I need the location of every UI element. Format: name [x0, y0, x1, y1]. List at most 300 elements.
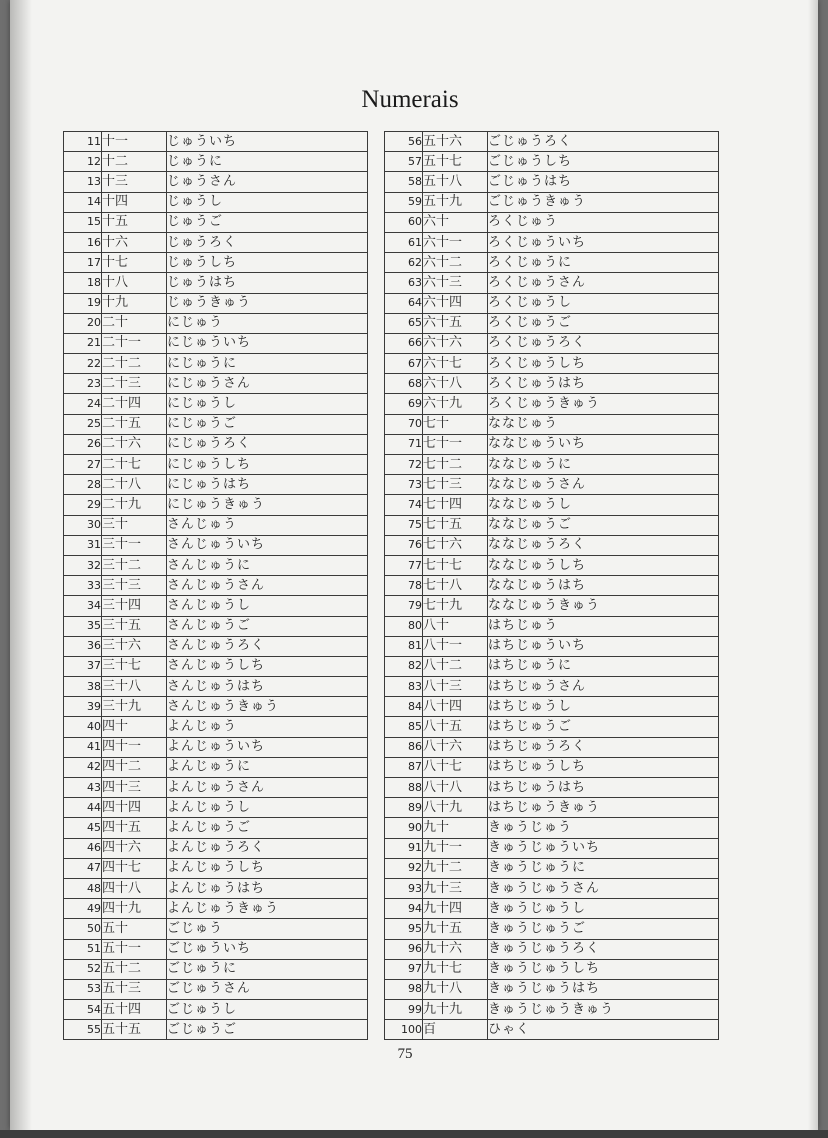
page-number: 75 [397, 1046, 413, 1062]
numeral-reading: よんじゅうきゅう [167, 899, 368, 919]
numeral-arabic: 23 [64, 374, 102, 394]
binding-shadow [10, 0, 32, 1130]
numeral-reading: さんじゅうしち [167, 656, 368, 676]
numeral-reading: ろくじゅう [488, 212, 719, 232]
numeral-arabic: 50 [64, 919, 102, 939]
numeral-row [64, 132, 368, 152]
numeral-kanji: 十四 [102, 192, 167, 212]
numeral-reading: にじゅうし [167, 394, 368, 414]
page-edge-shadow [808, 0, 818, 1130]
numeral-row [64, 878, 368, 898]
numeral-row [385, 737, 719, 757]
numeral-row [385, 1000, 719, 1020]
numeral-row [64, 818, 368, 838]
numeral-arabic: 69 [385, 394, 423, 414]
numeral-arabic: 31 [64, 535, 102, 555]
numeral-arabic: 99 [385, 1000, 423, 1020]
numeral-kanji: 七十三 [423, 475, 488, 495]
numeral-row [64, 576, 368, 596]
numeral-arabic: 73 [385, 475, 423, 495]
numeral-row [64, 858, 368, 878]
numeral-reading: ろくじゅういち [488, 232, 719, 252]
numeral-row [64, 535, 368, 555]
numeral-row [385, 475, 719, 495]
numeral-reading: はちじゅうしち [488, 757, 719, 777]
numeral-kanji: 三十七 [102, 656, 167, 676]
numeral-kanji: 九十 [423, 818, 488, 838]
numeral-kanji: 二十八 [102, 475, 167, 495]
numeral-row [385, 818, 719, 838]
numeral-reading: はちじゅうろく [488, 737, 719, 757]
numeral-reading: にじゅうきゅう [167, 495, 368, 515]
numeral-row [385, 899, 719, 919]
numeral-reading: ななじゅうご [488, 515, 719, 535]
numeral-arabic: 20 [64, 313, 102, 333]
numeral-row [385, 838, 719, 858]
numeral-reading: ろくじゅうしち [488, 354, 719, 374]
numeral-reading: にじゅうさん [167, 374, 368, 394]
numeral-reading: にじゅう [167, 313, 368, 333]
numeral-row [64, 1020, 368, 1040]
numeral-row [64, 677, 368, 697]
numeral-reading: よんじゅうしち [167, 858, 368, 878]
numeral-reading: きゅうじゅう [488, 818, 719, 838]
numeral-row [64, 414, 368, 434]
numeral-kanji: 三十九 [102, 697, 167, 717]
numeral-reading: よんじゅういち [167, 737, 368, 757]
numeral-reading: じゅうきゅう [167, 293, 368, 313]
numeral-kanji: 十八 [102, 273, 167, 293]
numeral-row [64, 778, 368, 798]
numeral-kanji: 六十一 [423, 232, 488, 252]
numeral-row [64, 313, 368, 333]
numeral-kanji: 十五 [102, 212, 167, 232]
numeral-reading: はちじゅうし [488, 697, 719, 717]
numeral-row [385, 959, 719, 979]
numeral-row [64, 798, 368, 818]
numeral-row [385, 697, 719, 717]
numeral-arabic: 15 [64, 212, 102, 232]
numeral-row [385, 656, 719, 676]
numeral-arabic: 68 [385, 374, 423, 394]
numeral-reading: にじゅうはち [167, 475, 368, 495]
numeral-kanji: 九十六 [423, 939, 488, 959]
numeral-reading: ななじゅうさん [488, 475, 719, 495]
numeral-arabic: 100 [385, 1020, 423, 1040]
numeral-row [64, 515, 368, 535]
numeral-kanji: 四十八 [102, 878, 167, 898]
numeral-row [385, 677, 719, 697]
numeral-kanji: 八十三 [423, 677, 488, 697]
numeral-row [385, 152, 719, 172]
numeral-kanji: 九十四 [423, 899, 488, 919]
numeral-row [64, 455, 368, 475]
numeral-arabic: 91 [385, 838, 423, 858]
numeral-reading: ななじゅうはち [488, 576, 719, 596]
numeral-row [64, 212, 368, 232]
numeral-kanji: 二十五 [102, 414, 167, 434]
numeral-row [385, 333, 719, 353]
numeral-row [385, 434, 719, 454]
numeral-arabic: 38 [64, 677, 102, 697]
numeral-arabic: 16 [64, 232, 102, 252]
numeral-kanji: 七十八 [423, 576, 488, 596]
numeral-kanji: 四十 [102, 717, 167, 737]
numeral-kanji: 五十四 [102, 1000, 167, 1020]
numeral-kanji: 八十一 [423, 636, 488, 656]
numeral-reading: にじゅういち [167, 333, 368, 353]
numeral-arabic: 51 [64, 939, 102, 959]
numeral-kanji: 六十 [423, 212, 488, 232]
numerals-table-left [63, 131, 368, 1040]
numeral-kanji: 十九 [102, 293, 167, 313]
numeral-reading: ろくじゅうさん [488, 273, 719, 293]
numeral-reading: はちじゅう [488, 616, 719, 636]
numeral-row [385, 939, 719, 959]
numeral-arabic: 45 [64, 818, 102, 838]
numeral-kanji: 五十九 [423, 192, 488, 212]
numeral-row [385, 455, 719, 475]
numeral-arabic: 78 [385, 576, 423, 596]
numeral-reading: ろくじゅうに [488, 253, 719, 273]
numeral-row [64, 717, 368, 737]
numeral-row [385, 576, 719, 596]
numeral-row [385, 212, 719, 232]
numeral-kanji: 十一 [102, 132, 167, 152]
numeral-arabic: 96 [385, 939, 423, 959]
numeral-row [64, 939, 368, 959]
numeral-arabic: 77 [385, 555, 423, 575]
numeral-reading: よんじゅうご [167, 818, 368, 838]
numeral-row [64, 899, 368, 919]
numeral-arabic: 53 [64, 979, 102, 999]
numeral-reading: きゅうじゅういち [488, 838, 719, 858]
numeral-arabic: 24 [64, 394, 102, 414]
numeral-reading: よんじゅうし [167, 798, 368, 818]
numeral-reading: ろくじゅうはち [488, 374, 719, 394]
numeral-reading: はちじゅうきゅう [488, 798, 719, 818]
numeral-row [385, 858, 719, 878]
numeral-kanji: 七十 [423, 414, 488, 434]
numeral-arabic: 71 [385, 434, 423, 454]
numeral-kanji: 四十四 [102, 798, 167, 818]
numeral-row [385, 919, 719, 939]
numeral-row [64, 293, 368, 313]
numeral-row [64, 495, 368, 515]
numeral-reading: ろくじゅうご [488, 313, 719, 333]
numeral-reading: はちじゅうご [488, 717, 719, 737]
numeral-kanji: 四十二 [102, 757, 167, 777]
numeral-kanji: 三十八 [102, 677, 167, 697]
numeral-row [64, 354, 368, 374]
numeral-kanji: 十三 [102, 172, 167, 192]
numeral-reading: さんじゅうご [167, 616, 368, 636]
numeral-row [64, 273, 368, 293]
numeral-arabic: 94 [385, 899, 423, 919]
numeral-arabic: 89 [385, 798, 423, 818]
numeral-row [64, 636, 368, 656]
numeral-arabic: 47 [64, 858, 102, 878]
numeral-arabic: 52 [64, 959, 102, 979]
numeral-arabic: 93 [385, 878, 423, 898]
numeral-kanji: 六十九 [423, 394, 488, 414]
numeral-row [64, 394, 368, 414]
numeral-reading: じゅうろく [167, 232, 368, 252]
numeral-kanji: 三十六 [102, 636, 167, 656]
numeral-arabic: 32 [64, 555, 102, 575]
numeral-kanji: 百 [423, 1020, 488, 1040]
numeral-arabic: 25 [64, 414, 102, 434]
numeral-kanji: 二十六 [102, 434, 167, 454]
numeral-reading: ひゃく [488, 1020, 719, 1040]
numeral-reading: じゅうに [167, 152, 368, 172]
numeral-kanji: 十二 [102, 152, 167, 172]
numeral-reading: じゅうさん [167, 172, 368, 192]
numeral-kanji: 九十九 [423, 1000, 488, 1020]
numeral-kanji: 二十一 [102, 333, 167, 353]
numeral-arabic: 55 [64, 1020, 102, 1040]
numeral-arabic: 43 [64, 778, 102, 798]
numeral-arabic: 56 [385, 132, 423, 152]
numeral-row [64, 333, 368, 353]
numeral-kanji: 三十一 [102, 535, 167, 555]
numeral-reading: にじゅうご [167, 414, 368, 434]
numeral-row [64, 253, 368, 273]
numeral-reading: きゅうじゅうしち [488, 959, 719, 979]
numeral-reading: じゅうし [167, 192, 368, 212]
numeral-row [64, 232, 368, 252]
numeral-row [64, 919, 368, 939]
numeral-reading: さんじゅうきゅう [167, 697, 368, 717]
numeral-reading: きゅうじゅうさん [488, 878, 719, 898]
numeral-kanji: 六十四 [423, 293, 488, 313]
numeral-arabic: 88 [385, 778, 423, 798]
numeral-row [64, 656, 368, 676]
numeral-arabic: 11 [64, 132, 102, 152]
numeral-reading: さんじゅう [167, 515, 368, 535]
numeral-row [385, 979, 719, 999]
numeral-reading: はちじゅうはち [488, 778, 719, 798]
numeral-arabic: 92 [385, 858, 423, 878]
numeral-reading: ななじゅう [488, 414, 719, 434]
numeral-arabic: 59 [385, 192, 423, 212]
numeral-arabic: 72 [385, 455, 423, 475]
numeral-arabic: 21 [64, 333, 102, 353]
numeral-kanji: 五十五 [102, 1020, 167, 1040]
numeral-row [385, 253, 719, 273]
numeral-kanji: 七十四 [423, 495, 488, 515]
numeral-kanji: 十六 [102, 232, 167, 252]
book-page [10, 0, 818, 1130]
numeral-reading: ろくじゅうし [488, 293, 719, 313]
numeral-kanji: 七十二 [423, 455, 488, 475]
numeral-row [64, 1000, 368, 1020]
numeral-arabic: 80 [385, 616, 423, 636]
numeral-row [64, 374, 368, 394]
numeral-row [385, 313, 719, 333]
numeral-arabic: 70 [385, 414, 423, 434]
numeral-row [385, 374, 719, 394]
numeral-reading: にじゅうろく [167, 434, 368, 454]
numeral-kanji: 三十二 [102, 555, 167, 575]
numeral-row [64, 959, 368, 979]
numeral-reading: よんじゅうに [167, 757, 368, 777]
numeral-row [64, 434, 368, 454]
numeral-row [64, 152, 368, 172]
numeral-kanji: 六十六 [423, 333, 488, 353]
numeral-arabic: 37 [64, 656, 102, 676]
numeral-arabic: 83 [385, 677, 423, 697]
page-title: Numerais [361, 86, 459, 113]
numeral-kanji: 五十七 [423, 152, 488, 172]
numeral-reading: ごじゅうさん [167, 979, 368, 999]
numeral-kanji: 七十五 [423, 515, 488, 535]
numeral-reading: ごじゅうご [167, 1020, 368, 1040]
numeral-kanji: 四十五 [102, 818, 167, 838]
numeral-arabic: 39 [64, 697, 102, 717]
numeral-kanji: 九十一 [423, 838, 488, 858]
numeral-kanji: 八十四 [423, 697, 488, 717]
numeral-arabic: 97 [385, 959, 423, 979]
numeral-reading: きゅうじゅうろく [488, 939, 719, 959]
numeral-kanji: 五十八 [423, 172, 488, 192]
numeral-kanji: 二十九 [102, 495, 167, 515]
numeral-kanji: 三十四 [102, 596, 167, 616]
numeral-arabic: 27 [64, 455, 102, 475]
numeral-row [64, 192, 368, 212]
numeral-kanji: 二十七 [102, 455, 167, 475]
numeral-kanji: 二十 [102, 313, 167, 333]
scanner-edge [0, 1130, 828, 1138]
numeral-row [64, 757, 368, 777]
numeral-kanji: 九十五 [423, 919, 488, 939]
numeral-row [385, 636, 719, 656]
numeral-arabic: 86 [385, 737, 423, 757]
numeral-kanji: 七十九 [423, 596, 488, 616]
numeral-reading: ななじゅうろく [488, 535, 719, 555]
numeral-reading: ななじゅうに [488, 455, 719, 475]
numeral-kanji: 四十六 [102, 838, 167, 858]
numeral-kanji: 九十三 [423, 878, 488, 898]
numeral-arabic: 41 [64, 737, 102, 757]
numeral-arabic: 85 [385, 717, 423, 737]
numeral-reading: はちじゅうさん [488, 677, 719, 697]
numeral-row [385, 596, 719, 616]
numeral-row [385, 515, 719, 535]
numeral-kanji: 八十五 [423, 717, 488, 737]
numeral-arabic: 65 [385, 313, 423, 333]
numeral-arabic: 76 [385, 535, 423, 555]
numeral-kanji: 二十四 [102, 394, 167, 414]
numeral-reading: よんじゅう [167, 717, 368, 737]
numeral-arabic: 74 [385, 495, 423, 515]
numeral-arabic: 48 [64, 878, 102, 898]
numeral-kanji: 七十一 [423, 434, 488, 454]
numeral-arabic: 35 [64, 616, 102, 636]
numeral-reading: ごじゅうはち [488, 172, 719, 192]
numeral-reading: じゅういち [167, 132, 368, 152]
numeral-reading: ごじゅうに [167, 959, 368, 979]
numeral-kanji: 九十八 [423, 979, 488, 999]
numeral-kanji: 八十七 [423, 757, 488, 777]
numeral-arabic: 84 [385, 697, 423, 717]
numeral-kanji: 九十二 [423, 858, 488, 878]
numeral-reading: ろくじゅうきゅう [488, 394, 719, 414]
numeral-arabic: 57 [385, 152, 423, 172]
numeral-arabic: 54 [64, 1000, 102, 1020]
numeral-reading: きゅうじゅうご [488, 919, 719, 939]
numeral-kanji: 五十六 [423, 132, 488, 152]
numeral-arabic: 75 [385, 515, 423, 535]
numeral-reading: ななじゅういち [488, 434, 719, 454]
numeral-row [64, 737, 368, 757]
numeral-reading: ごじゅうろく [488, 132, 719, 152]
numeral-kanji: 六十五 [423, 313, 488, 333]
numeral-reading: じゅうしち [167, 253, 368, 273]
numeral-arabic: 98 [385, 979, 423, 999]
numeral-reading: さんじゅうはち [167, 677, 368, 697]
numeral-arabic: 30 [64, 515, 102, 535]
numeral-kanji: 七十七 [423, 555, 488, 575]
numeral-arabic: 60 [385, 212, 423, 232]
numeral-kanji: 二十二 [102, 354, 167, 374]
numeral-reading: よんじゅうさん [167, 778, 368, 798]
numeral-kanji: 三十三 [102, 576, 167, 596]
numeral-arabic: 58 [385, 172, 423, 192]
numeral-row [385, 798, 719, 818]
numeral-arabic: 64 [385, 293, 423, 313]
numeral-kanji: 六十二 [423, 253, 488, 273]
numeral-arabic: 22 [64, 354, 102, 374]
numeral-row [64, 697, 368, 717]
numeral-arabic: 46 [64, 838, 102, 858]
numeral-kanji: 六十三 [423, 273, 488, 293]
numeral-row [385, 293, 719, 313]
numeral-row [385, 616, 719, 636]
numeral-kanji: 四十一 [102, 737, 167, 757]
numeral-kanji: 八十 [423, 616, 488, 636]
numeral-kanji: 五十 [102, 919, 167, 939]
numeral-reading: じゅうご [167, 212, 368, 232]
numeral-arabic: 87 [385, 757, 423, 777]
numeral-reading: ごじゅういち [167, 939, 368, 959]
numeral-reading: ななじゅうきゅう [488, 596, 719, 616]
numeral-row [64, 838, 368, 858]
numeral-kanji: 四十九 [102, 899, 167, 919]
numeral-arabic: 62 [385, 253, 423, 273]
numeral-arabic: 79 [385, 596, 423, 616]
numeral-row [385, 273, 719, 293]
numeral-kanji: 八十九 [423, 798, 488, 818]
numeral-kanji: 四十七 [102, 858, 167, 878]
numeral-row [385, 394, 719, 414]
numeral-reading: よんじゅうろく [167, 838, 368, 858]
numeral-arabic: 29 [64, 495, 102, 515]
numeral-row [385, 555, 719, 575]
numeral-arabic: 49 [64, 899, 102, 919]
numeral-row [385, 878, 719, 898]
numeral-arabic: 17 [64, 253, 102, 273]
numeral-row [64, 616, 368, 636]
numeral-row [64, 555, 368, 575]
numeral-reading: ごじゅうしち [488, 152, 719, 172]
numeral-arabic: 42 [64, 757, 102, 777]
numeral-row [64, 596, 368, 616]
numeral-arabic: 14 [64, 192, 102, 212]
numeral-reading: はちじゅうに [488, 656, 719, 676]
numeral-row [385, 717, 719, 737]
numeral-kanji: 八十六 [423, 737, 488, 757]
